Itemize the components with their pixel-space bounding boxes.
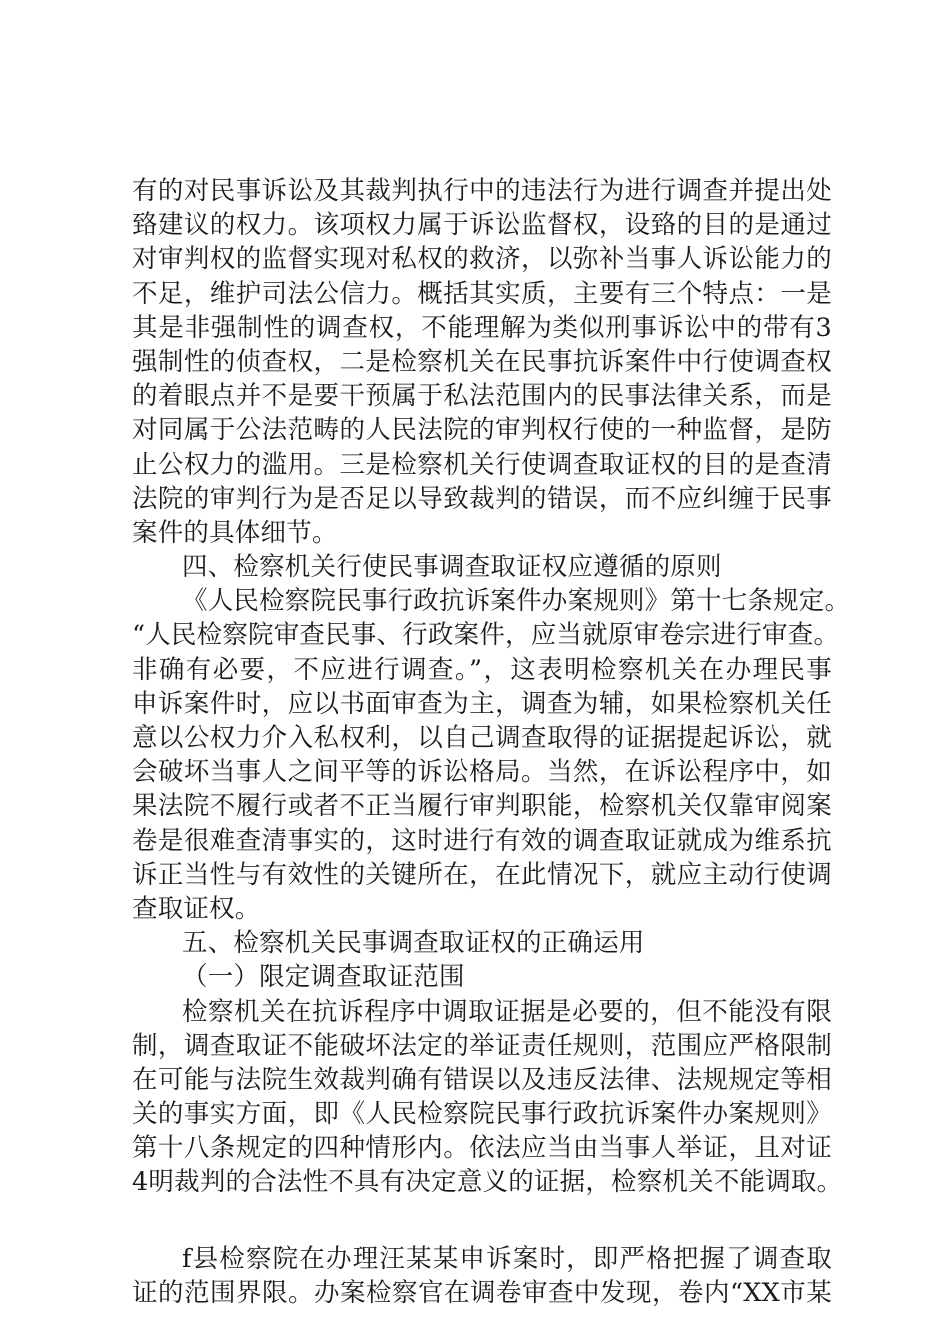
text-line: 4明裁判的合法性不具有决定意义的证据，检察机关不能调取。 (132, 1167, 843, 1198)
section-heading-4: 四、检察机关行使民事调查取证权应遵循的原则 (182, 552, 722, 583)
paragraph-2 (132, 584, 851, 926)
text-line: f县检察院在办理汪某某申诉案时，即严格把握了调查取 (182, 1243, 832, 1274)
text-line: 制，调查取证不能破坏法定的举证责任规则，范围应严格限制 (132, 1030, 832, 1061)
document-page (132, 174, 851, 1310)
text-line: 证的范围界限。办案检察官在调卷审查中发现，卷内“XX市某 (132, 1277, 832, 1308)
text-line: 的着眼点并不是要干预属于私法范围内的民事法律关系，而是 (132, 381, 832, 412)
paragraph-gap (132, 1200, 832, 1242)
text-line: “人民检察院审查民事、行政案件，应当就原审卷宗进行审查。 (132, 620, 840, 651)
text-line: 第十八条规定的四种情形内。依法应当由当事人举证，且对证 (132, 1133, 832, 1164)
text-line: 关的事实方面，即《人民检察院民事行政抗诉案件办案规则》 (132, 1099, 832, 1130)
paragraph-3 (132, 995, 843, 1200)
paragraph-1 (132, 174, 832, 550)
text-line: 臵建议的权力。该项权力属于诉讼监督权，设臵的目的是通过 (132, 210, 832, 241)
text-line: 强制性的侦查权，二是检察机关在民事抗诉案件中行使调查权 (132, 346, 832, 377)
text-line: 诉正当性与有效性的关键所在，在此情况下，就应主动行使调 (132, 859, 832, 890)
text-line: 意以公权力介入私权利，以自己调查取得的证据提起诉讼，就 (132, 723, 832, 753)
text-line: 卷是很难查清事实的，这时进行有效的调查取证就成为维系抗 (132, 825, 832, 856)
text-line: 《人民检察院民事行政抗诉案件办案规则》第十七条规定。 (182, 586, 851, 617)
text-line: 检察机关在抗诉程序中调取证据是必要的，但不能没有限 (182, 996, 832, 1027)
text-line: 其是非强制性的调查权，不能理解为类似刑事诉讼中的带有3 (132, 312, 832, 343)
text-line: 果法院不履行或者不正当履行审判职能，检察机关仅靠审阅案 (132, 791, 832, 822)
section-heading-5: 五、检察机关民事调查取证权的正确运用 (182, 928, 645, 959)
text-line: 会破坏当事人之间平等的诉讼格局。当然，在诉讼程序中，如 (132, 757, 832, 788)
subheading-1: （一）限定调查取证范围 (182, 962, 465, 993)
text-line: 在可能与法院生效裁判确有错误以及违反法律、法规规定等相 (132, 1064, 832, 1095)
text-line: 查取证权。 (132, 893, 261, 924)
text-line: 非确有必要，不应进行调查。”，这表明检察机关在办理民事 (132, 654, 832, 685)
text-line: 申诉案件时，应以书面审查为主，调查为辅，如果检察机关任 (132, 688, 832, 719)
text-line: 对同属于公法范畴的人民法院的审判权行使的一种监督，是防 (132, 415, 832, 446)
text-line: 止公权力的滥用。三是检察机关行使调查取证权的目的是查清 (132, 449, 832, 480)
paragraph-4 (132, 1242, 832, 1310)
text-line: 有的对民事诉讼及其裁判执行中的违法行为进行调查并提出处 (132, 176, 832, 206)
text-line: 不足，维护司法公信力。概括其实质，主要有三个特点：一是 (132, 278, 832, 309)
text-line: 法院的审判行为是否足以导致裁判的错误，而不应纠缠于民事 (132, 483, 832, 514)
text-line: 案件的具体细节。 (132, 517, 338, 548)
text-line: 对审判权的监督实现对私权的救济，以弥补当事人诉讼能力的 (132, 244, 832, 275)
